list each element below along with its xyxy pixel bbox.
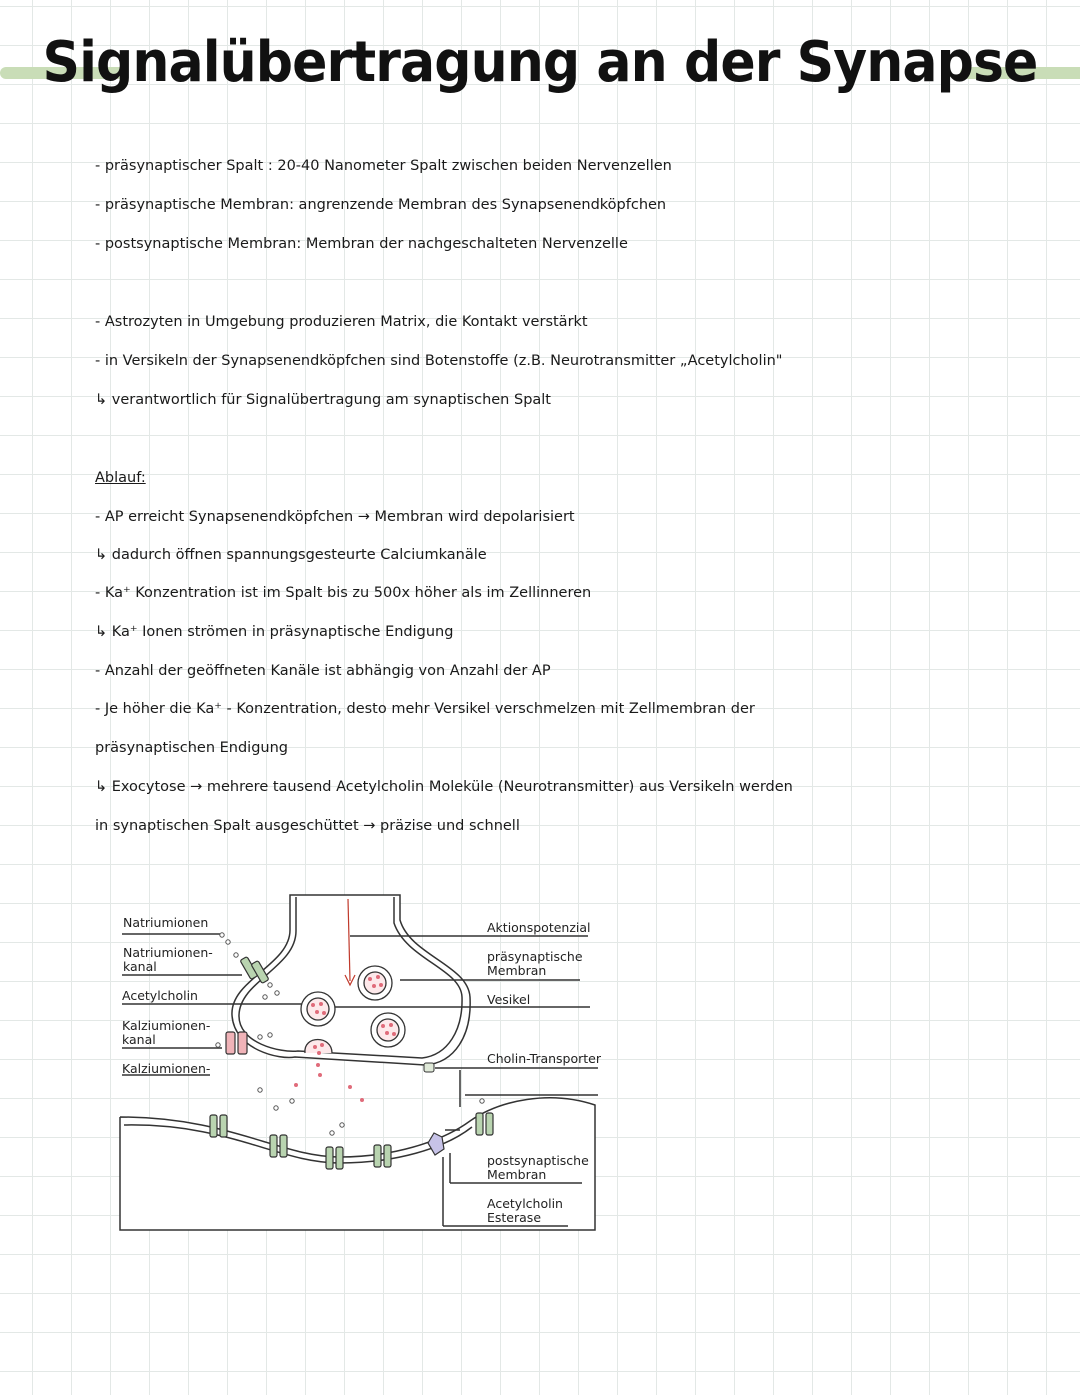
label-natriumkanal-2: kanal <box>123 959 157 974</box>
label-aktionspotenzial: Aktionspotenzial <box>487 920 591 935</box>
note-line: - Astrozyten in Umgebung produzieren Matrix, die Kontakt verstärkt <box>95 314 588 330</box>
label-kalziumkanal: Kalziumionen- <box>122 1018 211 1033</box>
label-praesynaptische-membran: präsynaptische <box>487 949 583 964</box>
ablauf-line: - AP erreicht Synapsenendköpfchen → Membran wird depolarisiert <box>95 509 575 525</box>
ablauf-line: ↳ Ka⁺ Ionen strömen in präsynaptische Endigung <box>95 624 454 640</box>
definition-line: - postsynaptische Membran: Membran der nachgeschalteten Nervenzelle <box>95 236 628 252</box>
label-cholin-transporter: Cholin-Transporter <box>487 1051 602 1066</box>
label-postsynaptische-membran: postsynaptische <box>487 1153 589 1168</box>
ablauf-line: - Anzahl der geöffneten Kanäle ist abhängig von Anzahl der AP <box>95 663 551 679</box>
label-natriumkanal: Natriumionen- <box>123 945 213 960</box>
note-line: - in Versikeln der Synapsenendköpfchen sind Botenstoffe (z.B. Neurotransmitter „Acetylcholin" <box>95 353 783 369</box>
label-praesynaptische-membran-2: Membran <box>487 963 547 978</box>
label-natriumionen: Natriumionen <box>123 915 209 930</box>
label-acetylcholin: Acetylcholin <box>122 988 198 1003</box>
label-acetylcholin-esterase-2: Esterase <box>487 1210 542 1225</box>
ablauf-line: - Je höher die Ka⁺ - Konzentration, desto mehr Versikel verschmelzen mit Zellmembran der <box>95 701 755 717</box>
definition-line: - präsynaptische Membran: angrenzende Membran des Synapsenendköpfchen <box>95 197 667 213</box>
label-kalziumkanal-2: kanal <box>122 1032 156 1047</box>
label-vesikel: Vesikel <box>487 992 531 1007</box>
ablauf-line: ↳ dadurch öffnen spannungsgesteurte Calciumkanäle <box>95 547 487 563</box>
note-line: ↳ verantwortlich für Signalübertragung am synaptischen Spalt <box>95 392 551 408</box>
label-postsynaptische-membran-2: Membran <box>487 1167 547 1182</box>
ablauf-line: präsynaptischen Endigung <box>95 740 288 756</box>
ablauf-heading: Ablauf: <box>95 470 146 486</box>
definition-line: - präsynaptischer Spalt : 20-40 Nanometer Spalt zwischen beiden Nervenzellen <box>95 158 672 174</box>
page-title: Signalübertragung an der Synapse <box>42 30 1038 95</box>
ablauf-line: - Ka⁺ Konzentration ist im Spalt bis zu 500x höher als im Zellinneren <box>95 585 592 601</box>
label-kalziumionen: Kalziumionen- <box>122 1061 211 1076</box>
ablauf-line: in synaptischen Spalt ausgeschüttet → präzise und schnell <box>95 818 520 834</box>
synapse-diagram <box>110 885 610 1245</box>
label-acetylcholin-esterase: Acetylcholin <box>487 1196 563 1211</box>
ablauf-line: ↳ Exocytose → mehrere tausend Acetylcholin Moleküle (Neurotransmitter) aus Versikeln werden <box>95 779 793 795</box>
